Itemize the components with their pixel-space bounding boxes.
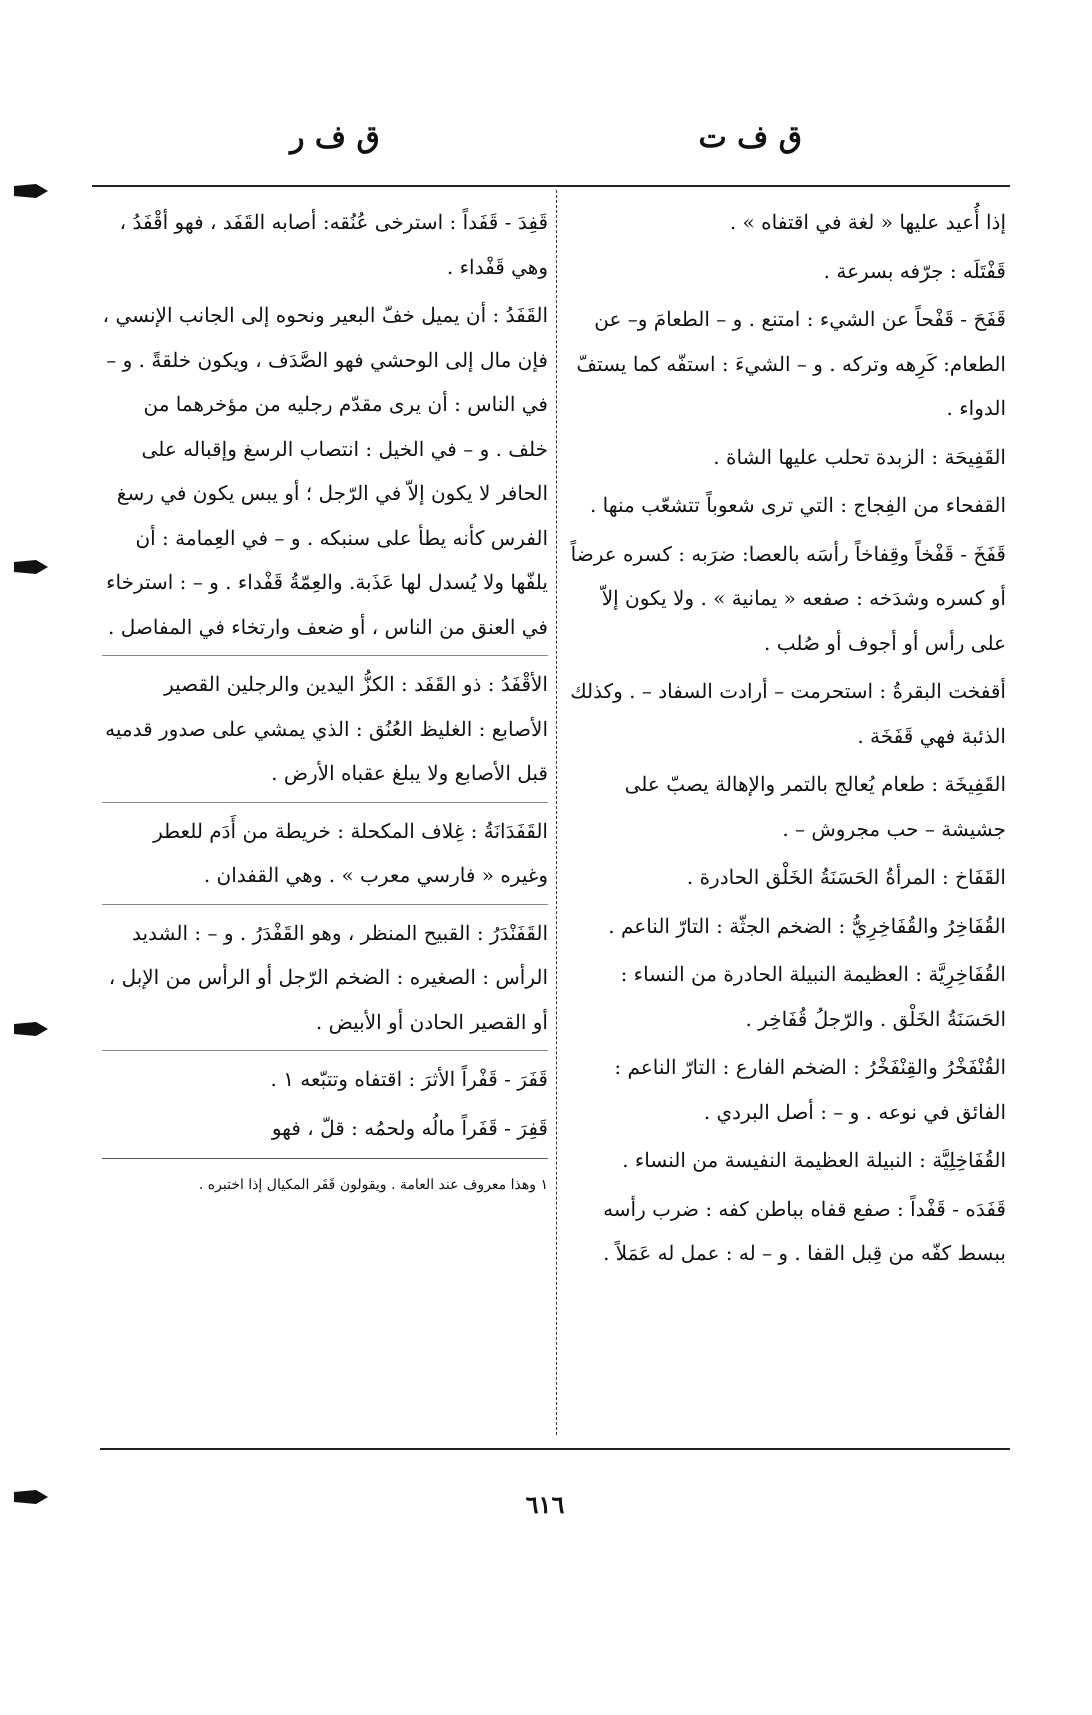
dictionary-entry: القَفَاخ : المرأةُ الحَسَنَةُ الخَلْق الحادرة . — [686, 865, 1006, 889]
footnote-rule — [102, 1158, 548, 1159]
dictionary-entry: القُفَاخِرِيَّة : العظيمة النبيلة الحادرة من النساء : الحَسَنَةُ الخَلْق . والرّجلُ قُفَاخِر . — [620, 962, 1006, 1031]
dictionary-entry: قَفِرَ - قَفَراً مالُه ولحمُه : قلّ ، فهو — [271, 1115, 548, 1140]
dictionary-entry: القَفَدُ : أن يميل خفّ البعير ونحوه إلى الجانب الإنسي ، فإن مال إلى الوحشي فهو الصَّدَف ، ويكون خلقةً . و – في الناس : أن يرى مقدّم رجليه من مؤخرهما من خلف . و – في الخيل : انتصاب الرسغ وإقباله على الحافر لا يكون إلاّ في الرّجل ؛ أو يبس يكون في رسغ الفرس كأنه يطأ على سنبكه . و – في العِمامة : أن يلفّها ولا يُسدل لها عَذَبة. والعِمّةُ قَفْداء . و – : استرخاء في العنق من الناس ، أو ضعف وارتخاء في المفاصل . — [102, 303, 548, 639]
dictionary-entry: القَفَدَانَةُ : غِلاف المكحلة : خريطة من أَدَم للعطر وغيره « فارسي معرب » . وهي القفدان . — [153, 818, 548, 887]
dictionary-entry: القُفَاخِلِيَّة : النبيلة العظيمة النفيسة من النساء . — [622, 1148, 1006, 1172]
dictionary-entry: القفحاء من الفِجاج : التي ترى شعوباً تتشعّب منها . — [589, 493, 1006, 517]
running-header-left: ق ف ر — [290, 120, 380, 155]
page-number: ٦١٦ — [525, 1490, 565, 1519]
left-column — [102, 200, 548, 1211]
dictionary-entry: قَفْتَلَه : جرّفه بسرعة . — [823, 258, 1006, 283]
dictionary-entry: قَفِدَ - قَفَداً : استرخى عُنُقه: أصابه القَفَد ، فهو أقْفَدُ ، وهي قَفْداء . — [119, 210, 548, 279]
entry-separator — [102, 802, 548, 803]
entry-separator — [102, 1050, 548, 1051]
dictionary-entry: القَفِيخَة : طعام يُعالج بالتمر والإهالة يصبّ على جشيشة – حب مجروش – . — [624, 772, 1006, 841]
dictionary-entry: قَفَدَه - قَفْداً : صفع قفاه بباطن كفه : ضرب رأسه ببسط كفّه من قِبل القفا . و – له : عمل له عَمَلاً . — [603, 1196, 1006, 1265]
dictionary-entry: قَفَخَ - قَفْخاً وقِفاخاً رأسَه بالعصا: ضرَبه : كسره عرضاً أو كسره وشدَخه : صفعه « يمانية » . ولا يكون إلاّ على رأس أو أجوف أو صُلب . — [570, 541, 1006, 655]
dictionary-entry: القَفَنْدَرُ : القبيح المنظر ، وهو القَفْدَرُ . و – : الشديد الرأس : الصغيره : الضخم الرّجل أو الرأس من الإبل ، أو القصير الحادن أو الأبيض . — [108, 920, 548, 1034]
right-column — [566, 200, 1006, 1280]
dictionary-entry: القُنْفَخْرُ والقِنْفَخْرُ : الضخم الفارع : التارّ الناعم : الفائق في نوعه . و – : أصل البردي . — [614, 1055, 1006, 1124]
dictionary-entry: أقفخت البقرةُ : استحرمت – أرادت السفاد – . وكذلك الذئبة فهي قَفَخَة . — [570, 679, 1006, 748]
dictionary-entry: الأقْفَدُ : ذو القَفَد : الكزُّ اليدين والرجلين القصير الأصابع : الغليظ العُنُق : الذي يمشي على صدور قدميه قبل الأصابع ولا يبلغ عقباه الأرض . — [105, 672, 548, 785]
top-rule — [92, 185, 1010, 187]
dictionary-entry: قَفَرَ - قَفْراً الأثرَ : اقتفاه وتتبّعه ١ . — [270, 1067, 548, 1091]
dictionary-entry: القُفَاخِرُ والقُفَاخِرِيُّ : الضخم الجثّة : التارّ الناعم . — [608, 913, 1006, 938]
entry-separator — [102, 904, 548, 905]
bottom-rule — [100, 1448, 1010, 1450]
running-header-right: ق ف ت — [698, 120, 802, 155]
dictionary-entry: إذا أُعيد عليها « لغة في اقتفاه » . — [729, 210, 1006, 234]
entry-separator — [102, 655, 548, 656]
dictionary-entry: قَفَحَ - قَفْحاً عن الشيء : امتنع . و – الطعامَ و– عن الطعام: كَرِهه وتركه . و – الشيءَ : استفّه كما يستفّ الدواء . — [576, 307, 1006, 420]
footnote: ١ وهذا معروف عند العامة . ويقولون قَفَر المكيال إذا اختبره . — [198, 1177, 548, 1193]
dictionary-entry: القَفِيحَة : الزبدة تحلب عليها الشاة . — [713, 444, 1006, 469]
column-divider — [556, 190, 557, 1435]
